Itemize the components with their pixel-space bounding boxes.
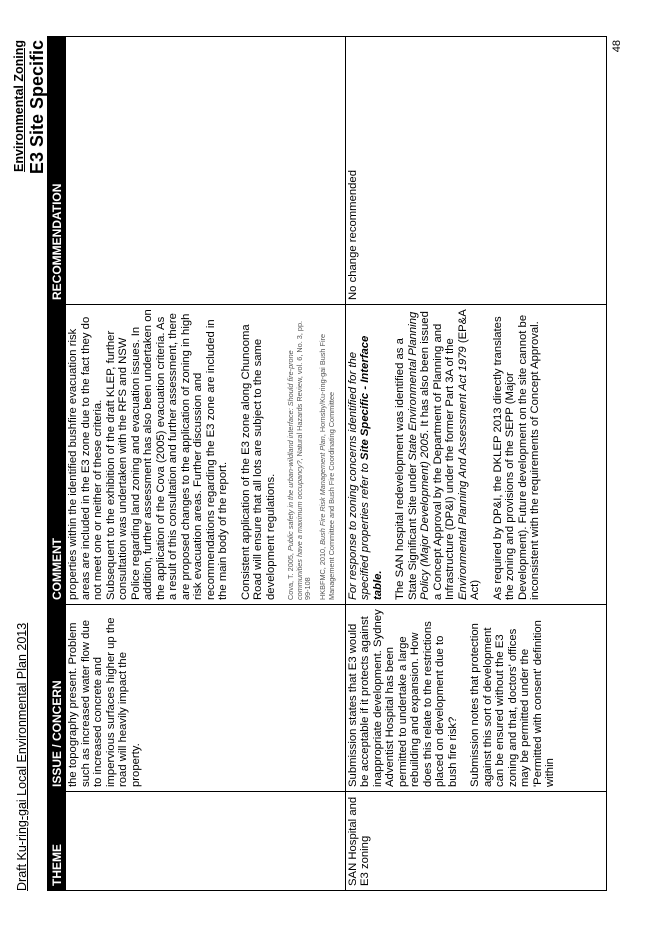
- recommendation-cell: [66, 37, 346, 305]
- reference-note: HKBFMC, 2010, Bush Fire Risk Management Plan, Hornsby/Ku-ring-gai Bush Fire Management Committee and Bush Fire Coordinating Committee: [318, 333, 336, 600]
- comment-text: Subsequent to the exhibition of the draft KLEP, further consultation was undertaken with the RFS and NSW Police regarding land zoning and evacuation issues. In addition, further assessment has also been undertaken on the application of the Cova (2005) evacuation criteria. As a result of this consultation and further assessment, there are proposed changes to the application of zoning in high risk evacuation areas. Further discussion and recommendations regarding the E3 zone are included in the main body of the report.: [104, 309, 229, 600]
- comment-text: Consistent application of the E3 zone along Chunooma Road will ensure that all lots are subject to the same development regulations.: [239, 324, 277, 600]
- comment-text: For response to zoning concerns identified for the specified properties refer to Site Specific - Interface table.: [346, 335, 384, 600]
- comment-text: As required by DP&I, the DKLEP 2013 directly translates the zoning and provisions of the SEPP (Major Development). Future development on the site cannot be inconsistent with the requirements of Concept Approval.: [491, 314, 542, 600]
- table-row: [66, 37, 346, 891]
- recommendation-cell: No change recommended: [345, 37, 606, 305]
- comment-text: properties within the identified bushfire evacuation risk areas are included in the E3 zone due to the fact they do not meet one or neither of these criteria.: [67, 316, 104, 600]
- section-subtitle: E3 Site Specific: [27, 40, 47, 175]
- document-title: Draft Ku-ring-gai Local Environmental Plan 2013: [15, 622, 29, 891]
- page-number: 48: [611, 40, 623, 53]
- theme-cell: [66, 792, 346, 891]
- column-header-comment: COMMENT: [48, 305, 66, 605]
- issue-text: Submission notes that protection against this sort of development can be ensured without the E3 zoning and that, doctors' offices may be permitted under the 'Permitted with consent' definition within: [469, 620, 557, 787]
- comment-text: The SAN hospital redevelopment was identified as a State Significant Site under State Environmental Planning Policy (Major Development) 2005. It has also been issued a Concept Approval by the Department of Planning and Infrastructure (DP&I) under the former Part 3A of the Environmental Planning And Assessment Act 1979 (EP&A Act): [394, 309, 482, 600]
- column-header-recommendation: RECOMMENDATION: [48, 37, 66, 305]
- theme-cell: SAN Hospital and E3 zoning: [345, 792, 606, 891]
- issue-text: the topography present. Problem such as increased water flow due to increased concrete and impervious surfaces higher up the road will heavily impact the property.: [67, 617, 142, 787]
- column-header-issue: ISSUE / CONCERN: [48, 605, 66, 792]
- section-title: Environmental Zoning: [12, 40, 26, 172]
- issue-text: Submission states that E3 would be acceptable if it protects against inappropriate development. Sydney Adventist Hospital has been permitted to undertake a large rebuilding and expansion. How does this relate to the restrictions placed on development due to bush fire risk?: [346, 609, 459, 787]
- submissions-table: [47, 36, 607, 891]
- table-row: [345, 37, 606, 891]
- issue-cell: [345, 605, 606, 792]
- issue-cell: [66, 605, 346, 792]
- comment-cell: [345, 305, 606, 605]
- table-header-row: [48, 37, 66, 891]
- comment-cell: [66, 305, 346, 605]
- column-header-theme: THEME: [48, 792, 66, 891]
- reference-note: Cova, T. 2005, Public safety in the urban-wildland interface: Should fire-prone communities have a maximum occupancy?, Natural Hazards Review, vol. 6, No. 3, pp. 99-108: [286, 320, 313, 600]
